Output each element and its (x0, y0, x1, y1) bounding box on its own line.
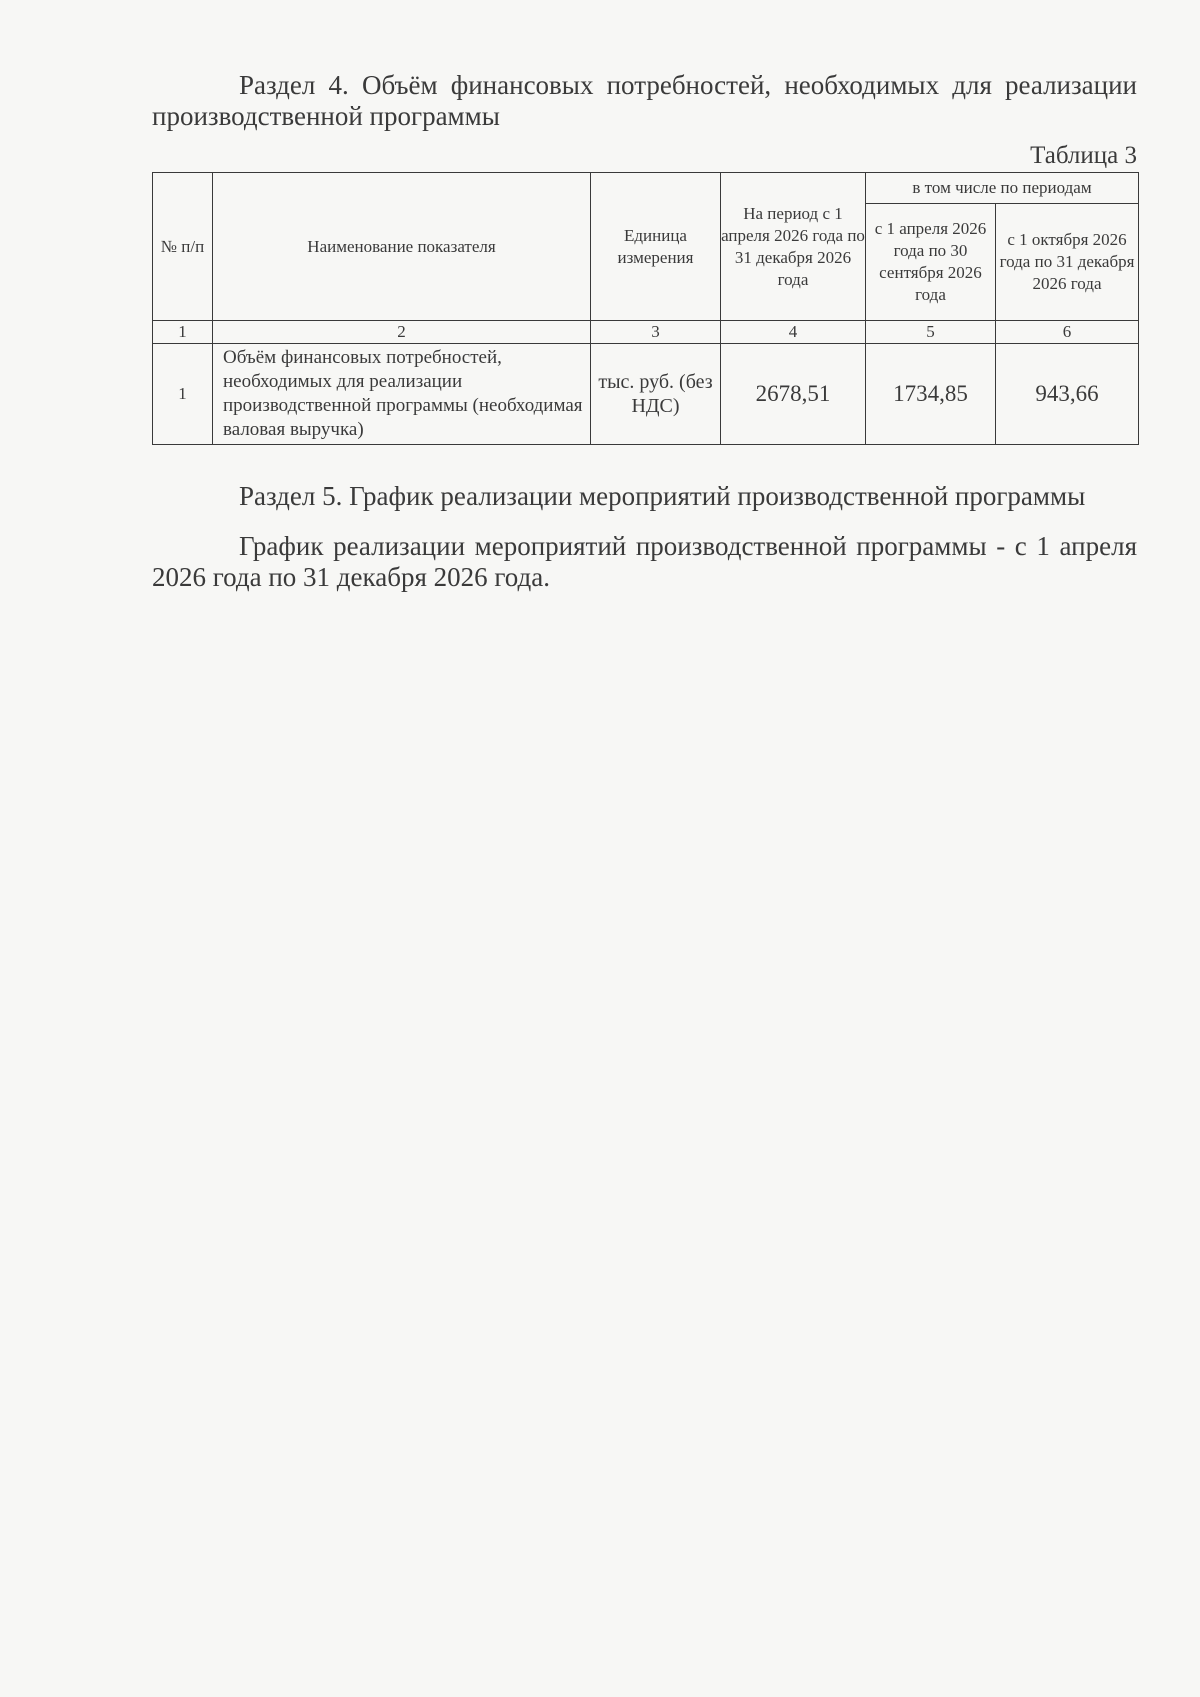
header-name: Наименование показателя (213, 173, 591, 321)
table-row (153, 344, 1139, 445)
column-number: 4 (721, 321, 866, 344)
section-5 (152, 481, 1137, 593)
column-number: 2 (213, 321, 591, 344)
section-5-heading: Раздел 5. График реализации мероприятий производственной программы (239, 481, 1086, 511)
document-content (152, 70, 1137, 593)
row-indicator-name: Объём финансовых потребностей, необходимых для реализации производственной программы (необходимая валовая выручка) (213, 344, 591, 445)
row-period-2-value: 943,66 (996, 344, 1139, 445)
row-unit: тыс. руб. (без НДС) (591, 344, 721, 445)
section-4-heading: Раздел 4. Объём финансовых потребностей, необходимых для реализации производственной программы (152, 70, 1137, 131)
column-number: 6 (996, 321, 1139, 344)
table-header-row (153, 173, 1139, 204)
column-number: 5 (866, 321, 996, 344)
header-unit: Единица измерения (591, 173, 721, 321)
column-number: 1 (153, 321, 213, 344)
header-periods-group: в том числе по периодам (866, 173, 1139, 204)
row-total-value: 2678,51 (721, 344, 866, 445)
row-number: 1 (153, 344, 213, 445)
row-period-1-value: 1734,85 (866, 344, 996, 445)
header-period-1: с 1 апреля 2026 года по 30 сентября 2026 года (866, 204, 996, 321)
column-number: 3 (591, 321, 721, 344)
table-caption: Таблица 3 (1030, 142, 1137, 169)
column-number-row (153, 321, 1139, 344)
header-number: № п/п (153, 173, 213, 321)
financial-needs-table (152, 172, 1139, 445)
header-period-total: На период с 1 апреля 2026 года по 31 декабря 2026 года (721, 173, 866, 321)
header-period-2: с 1 октября 2026 года по 31 декабря 2026 года (996, 204, 1139, 321)
section-5-text: График реализации мероприятий производственной программы - с 1 апреля 2026 года по 31 декабря 2026 года. (152, 531, 1137, 592)
